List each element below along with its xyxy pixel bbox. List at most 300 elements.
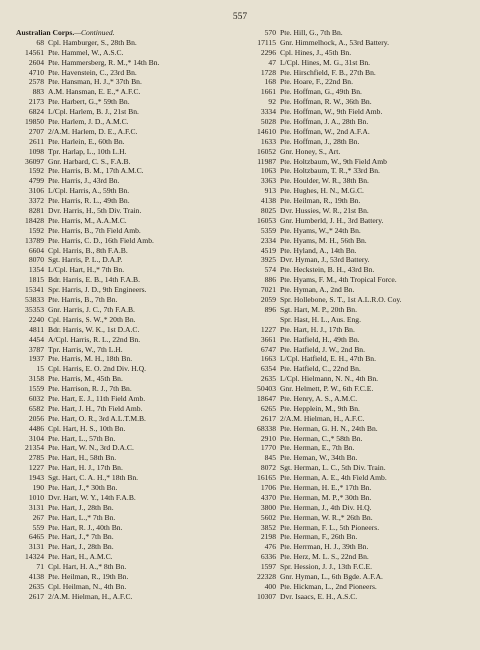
service-number: 14561 [25, 47, 44, 57]
right-column [248, 28, 466, 602]
entry-name: Pte. Hyams, F. M., 4th Tropical Force. [280, 275, 397, 285]
roll-entry [16, 414, 234, 424]
entry-name: L/Cpl. Harris, A., 59th Bn. [48, 186, 130, 196]
roll-entry [16, 325, 234, 335]
roll-entry [248, 236, 466, 246]
roll-entry [16, 345, 234, 355]
entry-name: Pte. Hepplein, M., 9th Bn. [280, 403, 360, 413]
entry-name: Pte. Hart, J.,* 7th Bn. [48, 532, 114, 542]
roll-entry [16, 434, 234, 444]
service-number: 2617 [28, 591, 44, 601]
service-number: 17115 [257, 37, 276, 47]
entry-name: Spr. Hast, H. L., Aus. Eng. [280, 314, 362, 324]
entry-name: Pte. Hyams, W.,* 24th Bn. [280, 225, 361, 235]
entry-name: Pte. Hatfield, C., 22nd Bn. [280, 364, 361, 374]
entry-columns [16, 28, 466, 602]
entry-name: Pte. Hoffman, J. A., 28th Bn. [280, 117, 369, 127]
entry-name: Pte. Hatfield, J. W., 2nd Bn. [280, 344, 366, 354]
roll-entry [248, 305, 466, 315]
service-number: 6354 [260, 364, 276, 374]
service-number: 10307 [257, 591, 276, 601]
roll-entry [248, 354, 466, 364]
roll-entry [248, 295, 466, 305]
entry-name: Pte. Hoffman, J., 28th Bn. [280, 136, 360, 146]
roll-entry [16, 523, 234, 533]
entry-name: 2/A.M. Harlem, D. E., A.F.C. [48, 126, 138, 136]
section-continued: —Continued. [74, 28, 115, 37]
service-number: 53833 [25, 295, 44, 305]
roll-entry [16, 374, 234, 384]
service-number: 1663 [260, 354, 276, 364]
entry-name: Pte. Hart, W. N., 3rd D.A.C. [48, 443, 134, 453]
roll-entry [248, 414, 466, 424]
service-number: 16052 [257, 146, 276, 156]
service-number: 2617 [260, 413, 276, 423]
service-number: 1592 [28, 225, 44, 235]
roll-entry [16, 493, 234, 503]
entry-name: Pte. Harlein, E., 60th Bn. [48, 136, 125, 146]
roll-entry [248, 166, 466, 176]
roll-entry [248, 552, 466, 562]
service-number: 2578 [28, 77, 44, 87]
roll-entry [248, 434, 466, 444]
service-number: 845 [264, 453, 276, 463]
roll-entry [248, 503, 466, 513]
service-number: 1010 [28, 492, 44, 502]
entry-name: Pte. Hart, L., 57th Bn. [48, 433, 116, 443]
service-number: 1227 [260, 324, 276, 334]
roll-entry [16, 295, 234, 305]
service-number: 4799 [28, 176, 44, 186]
page-number: 557 [232, 12, 248, 22]
service-number: 3104 [28, 433, 44, 443]
roll-entry [248, 493, 466, 503]
service-number: 2296 [260, 47, 276, 57]
entry-name: Pte. Hart, J., 28th Bn. [48, 542, 114, 552]
roll-entry [16, 87, 234, 97]
roll-entry [16, 265, 234, 275]
entry-name: Pte. Hoffman, W., 9th Field Amb. [280, 107, 383, 117]
entry-name: Pte. Hart, J., 28th Bn. [48, 502, 114, 512]
entry-name: Pte. Hoffman, W., 2nd A.F.A. [280, 126, 370, 136]
entry-name: L/Cpl. Hatfield, E. H., 47th Bn. [280, 354, 376, 364]
entry-name: Bdr. Harris, W. K., 1st D.A.C. [48, 324, 140, 334]
roll-entry [16, 592, 234, 602]
roll-entry [248, 562, 466, 572]
roll-entry [248, 572, 466, 582]
service-number: 1937 [28, 354, 44, 364]
roll-entry [16, 226, 234, 236]
entry-name: Pte. Hart, H., A.M.C. [48, 552, 113, 562]
entry-name: Pte. Hansman, H. J.,* 37th Bn. [48, 77, 142, 87]
roll-entry [248, 186, 466, 196]
entry-name: Pte. Hart, L.,* 7th Bn. [48, 512, 116, 522]
roll-entry [248, 226, 466, 236]
entry-name: Sgt. Harris, P. L., D.A.P. [48, 255, 123, 265]
entry-name: Pte. Hoffman, R. W., 36th Bn. [280, 97, 372, 107]
roll-entry [248, 532, 466, 542]
entry-name: Pte. Harris, B., 7th Field Amb. [48, 225, 141, 235]
service-number [248, 315, 280, 325]
service-number: 3925 [260, 255, 276, 265]
entry-name: L/Cpl. Hart, H.,* 7th Bn. [48, 265, 125, 275]
roll-entry [16, 68, 234, 78]
service-number: 7021 [260, 285, 276, 295]
service-number: 1728 [260, 67, 276, 77]
entry-name: Tpr. Harris, W., 7th L.H. [48, 344, 123, 354]
service-number: 8281 [28, 206, 44, 216]
roll-entry [248, 443, 466, 453]
entry-name: Pte. Hart, E. J., 11th Field Amb. [48, 393, 146, 403]
entry-name: Pte. Hart, O. R., 3rd A.L.T.M.B. [48, 413, 146, 423]
service-number: 2334 [260, 235, 276, 245]
entry-name: Pte. Holtzbaum, T. R.,* 33rd Bn. [280, 166, 380, 176]
entry-name: Pte. Hill, G., 7th Bn. [280, 28, 343, 37]
service-number: 883 [32, 87, 44, 97]
roll-entry [16, 147, 234, 157]
roll-entry [16, 157, 234, 167]
service-number: 14610 [257, 126, 276, 136]
roll-entry [16, 542, 234, 552]
service-number: 570 [264, 28, 276, 37]
entry-name: Pte. Herman, F., 26th Bn. [280, 532, 358, 542]
service-number: 4710 [28, 67, 44, 77]
roll-entry [248, 176, 466, 186]
entry-name: A.M. Hansman, E. E.,* A.F.C. [48, 87, 141, 97]
service-number: 400 [264, 581, 276, 591]
entry-name: Pte. Harlem, J. D., A.M.C. [48, 117, 129, 127]
service-number: 18428 [25, 215, 44, 225]
roll-entry [16, 513, 234, 523]
roll-entry [16, 176, 234, 186]
roll-entry [248, 404, 466, 414]
entry-name: Pte. Hickman, L., 2nd Pioneers. [280, 581, 377, 591]
service-number: 1597 [260, 562, 276, 572]
roll-entry [16, 275, 234, 285]
service-number: 3372 [28, 196, 44, 206]
entry-name: Cpl. Hart, H. S., 10th Bn. [48, 423, 126, 433]
entry-name: Pte. Holtzbaum, W., 9th Field Amb [280, 156, 387, 166]
roll-entry [248, 68, 466, 78]
service-number: 6747 [260, 344, 276, 354]
roll-entry [248, 374, 466, 384]
entry-name: Pte. Hart, H. J., 17th Bn. [280, 324, 355, 334]
roll-entry [248, 255, 466, 265]
roll-entry [248, 463, 466, 473]
roll-entry [16, 552, 234, 562]
section-title-text: Australian Corps. [16, 28, 75, 37]
roll-entry [248, 58, 466, 68]
roll-entry [16, 364, 234, 374]
service-number: 68 [36, 37, 44, 47]
entry-name: Dvr. Isaacs, E. H., A.S.C. [280, 591, 358, 601]
entry-name: Dvr. Hart, W. Y., 14th F.A.B. [48, 492, 136, 502]
roll-entry [248, 147, 466, 157]
roll-entry [248, 196, 466, 206]
service-number: 36097 [25, 156, 44, 166]
entry-name: Pte. Harris, M., A.A.M.C. [48, 215, 127, 225]
entry-name: Pte. Hart, H., 58th Bn. [48, 453, 117, 463]
roll-entry [16, 315, 234, 325]
service-number: 3852 [260, 522, 276, 532]
roll-entry [16, 572, 234, 582]
service-number: 190 [32, 482, 44, 492]
entry-name: Pte. Hyland, A., 14th Bn. [280, 245, 357, 255]
entry-name: Sgt. Herman, L. C., 5th Div. Train. [280, 463, 386, 473]
roll-entry [248, 275, 466, 285]
entry-name: Spr. Hollebone, S. T., 1st A.L.R.O. Coy. [280, 295, 402, 305]
entry-name: Pte. Herz, M. L. S., 22nd Bn. [280, 552, 369, 562]
service-number: 15 [36, 364, 44, 374]
service-number: 16165 [257, 473, 276, 483]
roll-entry [16, 305, 234, 315]
entry-name: Dvr. Hyman, J., 53rd Battery. [280, 255, 370, 265]
service-number: 1943 [28, 473, 44, 483]
service-number: 2785 [28, 453, 44, 463]
entry-name: Pte. Harris, M. H., 18th Bn. [48, 354, 133, 364]
entry-name: Pte. Hammel, W., A.S.C. [48, 47, 124, 57]
service-number: 476 [264, 542, 276, 552]
entry-name: Cpl. Hart, H. A.,* 8th Bn. [48, 562, 127, 572]
service-number: 2635 [260, 374, 276, 384]
service-number: 2604 [28, 57, 44, 67]
entry-name: Pte. Hatfield, H., 49th Bn. [280, 334, 360, 344]
roll-entry [248, 592, 466, 602]
entry-name: Tpr. Harlap, L., 10th L.H. [48, 146, 127, 156]
roll-entry [248, 384, 466, 394]
entry-name: Pte. Heman, W., 34th Bn. [280, 453, 358, 463]
roll-entry [16, 117, 234, 127]
roll-entry [248, 265, 466, 275]
service-number: 3131 [28, 542, 44, 552]
service-number: 92 [268, 97, 276, 107]
entry-name: Cpl. Heilman, N., 4th Bn. [48, 581, 127, 591]
service-number: 886 [264, 275, 276, 285]
entry-name: Pte. Hyman, A., 2nd Bn. [280, 285, 355, 295]
entry-name: Gnr. Himmelhock, A., 53rd Battery. [280, 37, 389, 47]
roll-entry [248, 364, 466, 374]
service-number: 3787 [28, 344, 44, 354]
service-number: 3363 [260, 176, 276, 186]
entry-name: Gnr. Harris, J. C., 7th F.A.B. [48, 304, 135, 314]
service-number: 574 [264, 265, 276, 275]
service-number: 35353 [25, 304, 44, 314]
service-number: 16053 [257, 215, 276, 225]
service-number: 1559 [28, 384, 44, 394]
service-number: 13789 [25, 235, 44, 245]
service-number: 71 [36, 562, 44, 572]
service-number: 8025 [260, 206, 276, 216]
roll-entry [16, 463, 234, 473]
service-number: 15341 [25, 285, 44, 295]
service-number: 8070 [28, 255, 44, 265]
roll-entry [248, 424, 466, 434]
service-number: 2198 [260, 532, 276, 542]
entry-name: Pte. Harris, M., 45th Bn. [48, 374, 123, 384]
service-number: 4138 [28, 571, 44, 581]
entry-name: L/Cpl. Hines, M. G., 31st Bn. [280, 57, 371, 67]
roll-entry [248, 77, 466, 87]
entry-name: Gnr. Humberld, J. H., 3rd Battery. [280, 215, 384, 225]
entry-name: Pte. Harrison, R. J., 7th Bn. [48, 384, 132, 394]
service-number: 68338 [257, 423, 276, 433]
entry-name: Sgt. Hart, M. P., 20th Bn. [280, 304, 358, 314]
service-number: 1063 [260, 166, 276, 176]
entry-name: Pte. Hoare, F., 22nd Bn. [280, 77, 354, 87]
left-column [16, 28, 234, 602]
roll-entry [248, 315, 466, 325]
roll-entry [248, 473, 466, 483]
entry-name: Pte. Hart, R. J., 40th Bn. [48, 522, 123, 532]
roll-entry [248, 38, 466, 48]
entry-name: Gnr. Hyman, L., 6th Bgde. A.F.A. [280, 571, 383, 581]
roll-entry [248, 523, 466, 533]
entry-name: Pte. Hughes, H. N., M.G.C. [280, 186, 364, 196]
roll-entry [248, 117, 466, 127]
roll-entry [16, 473, 234, 483]
roll-entry [248, 394, 466, 404]
service-number: 2611 [29, 136, 44, 146]
entry-name: Gnr. Helmett, P. W., 6th F.C.E. [280, 384, 374, 394]
roll-entry [16, 285, 234, 295]
roll-entry [16, 166, 234, 176]
entry-name: Cpl. Harris, S. W.,* 20th Bn. [48, 314, 136, 324]
entry-name: Pte. Hyams, M. H., 56th Bn. [280, 235, 367, 245]
service-number: 4138 [260, 196, 276, 206]
service-number: 2056 [28, 413, 44, 423]
roll-entry [248, 157, 466, 167]
roll-entry [248, 206, 466, 216]
roll-entry [248, 513, 466, 523]
service-number: 18647 [257, 393, 276, 403]
service-number: 19850 [25, 117, 44, 127]
service-number: 6032 [28, 393, 44, 403]
service-number: 1770 [260, 443, 276, 453]
roll-entry [16, 483, 234, 493]
entry-name: Spr. Hession, J. J., 13th F.C.E. [280, 562, 373, 572]
service-number: 22328 [257, 571, 276, 581]
roll-entry [248, 246, 466, 256]
roll-entry [16, 404, 234, 414]
roll-entry [248, 137, 466, 147]
roll-entry [248, 582, 466, 592]
entry-name: Pte. Heckstein, B. H., 43rd Bn. [280, 265, 375, 275]
entry-name: Pte. Henry, A. S., A.M.C. [280, 393, 358, 403]
entry-name: Pte. Houlder, W. R., 38th Bn. [280, 176, 369, 186]
roll-entry [16, 394, 234, 404]
roll-entry [16, 532, 234, 542]
service-number: 2240 [28, 314, 44, 324]
service-number: 2910 [260, 433, 276, 443]
service-number: 1592 [28, 166, 44, 176]
service-number: 47 [268, 57, 276, 67]
roll-entry [248, 87, 466, 97]
roll-entry [16, 38, 234, 48]
service-number: 3131 [28, 502, 44, 512]
roll-entry [248, 127, 466, 137]
roll-entry [16, 503, 234, 513]
entry-name: Pte. Hart, J. H., 7th Field Amb. [48, 403, 143, 413]
entry-name: Gnr. Honey, S., Art. [280, 146, 341, 156]
entry-name: Cpl. Hamburger, S., 28th Bn. [48, 37, 137, 47]
service-number: 6465 [28, 532, 44, 542]
service-number: 1227 [28, 463, 44, 473]
entry-name: Pte. Herman, C.,* 58th Bn. [280, 433, 363, 443]
entry-name: Cpl. Hines, J., 45th Bn. [280, 47, 352, 57]
entry-name: Pte. Harbert, G.,* 59th Bn. [48, 97, 130, 107]
roll-entry [16, 216, 234, 226]
entry-name: Sgt. Hart, C. A. H.,* 18th Bn. [48, 473, 139, 483]
service-number: 896 [264, 304, 276, 314]
service-number: 4454 [28, 334, 44, 344]
service-number: 1354 [28, 265, 44, 275]
service-number: 8072 [260, 463, 276, 473]
entry-name: Pte. Harris, B., 7th Bn. [48, 295, 118, 305]
entry-name: Dvr. Harris, H., 5th Div. Train. [48, 206, 142, 216]
roll-entry [248, 542, 466, 552]
section-title [16, 28, 234, 38]
entry-name: Dvr. Hussies, W. R., 21st Bn. [280, 206, 369, 216]
service-number: 2059 [260, 295, 276, 305]
roll-entry [16, 582, 234, 592]
roll-entry [16, 453, 234, 463]
service-number: 4370 [260, 492, 276, 502]
entry-name: Pte. Harris, R. L., 49th Bn. [48, 196, 130, 206]
service-number: 21354 [25, 443, 44, 453]
roll-entry [16, 137, 234, 147]
roll-entry [16, 196, 234, 206]
entry-name: Pte. Herman, A. E., 4th Field Amb. [280, 473, 387, 483]
service-number: 5359 [260, 225, 276, 235]
roll-entry [248, 107, 466, 117]
roll-entry [248, 483, 466, 493]
service-number: 267 [32, 512, 44, 522]
entry-name: Pte. Havenstein, C., 23rd Bn. [48, 67, 137, 77]
entry-name: Pte. Herman, J., 4th Div. H.Q. [280, 502, 372, 512]
roll-entry [16, 236, 234, 246]
service-number: 1706 [260, 482, 276, 492]
service-number: 4486 [28, 423, 44, 433]
roll-entry [248, 325, 466, 335]
roll-entry [16, 48, 234, 58]
entry-name: Pte. Heilman, R., 19th Bn. [48, 571, 129, 581]
service-number: 6824 [28, 107, 44, 117]
service-number: 2635 [28, 581, 44, 591]
entry-name: Pte. Harris, C. D., 16th Field Amb. [48, 235, 154, 245]
roll-entry [16, 354, 234, 364]
entry-name: L/Cpl. Hielmann, N. N., 4th Bn. [280, 374, 379, 384]
service-number: 1815 [28, 275, 44, 285]
entry-name: Pte. Heilman, R., 19th Bn. [280, 196, 361, 206]
entry-name: Pte. Harris, J., 43rd Bn. [48, 176, 120, 186]
service-number: 4811 [29, 324, 44, 334]
roll-entry [16, 127, 234, 137]
service-number: 3661 [260, 334, 276, 344]
service-number: 11987 [257, 156, 276, 166]
service-number: 4519 [260, 245, 276, 255]
entry-name: 2/A.M. Hielman, H., A.F.C. [280, 413, 365, 423]
entry-name: Spr. Harris, J. D., 9th Engineers. [48, 285, 147, 295]
roll-entry [16, 206, 234, 216]
roll-entry [248, 285, 466, 295]
roll-entry [16, 562, 234, 572]
entry-name: A/Cpl. Harris, R. L., 22nd Bn. [48, 334, 141, 344]
roll-entry [248, 345, 466, 355]
roll-entry [248, 453, 466, 463]
entry-name: Cpl. Harris, E. O. 2nd Div. H.Q. [48, 364, 147, 374]
service-number: 2173 [28, 97, 44, 107]
roll-entry [16, 107, 234, 117]
